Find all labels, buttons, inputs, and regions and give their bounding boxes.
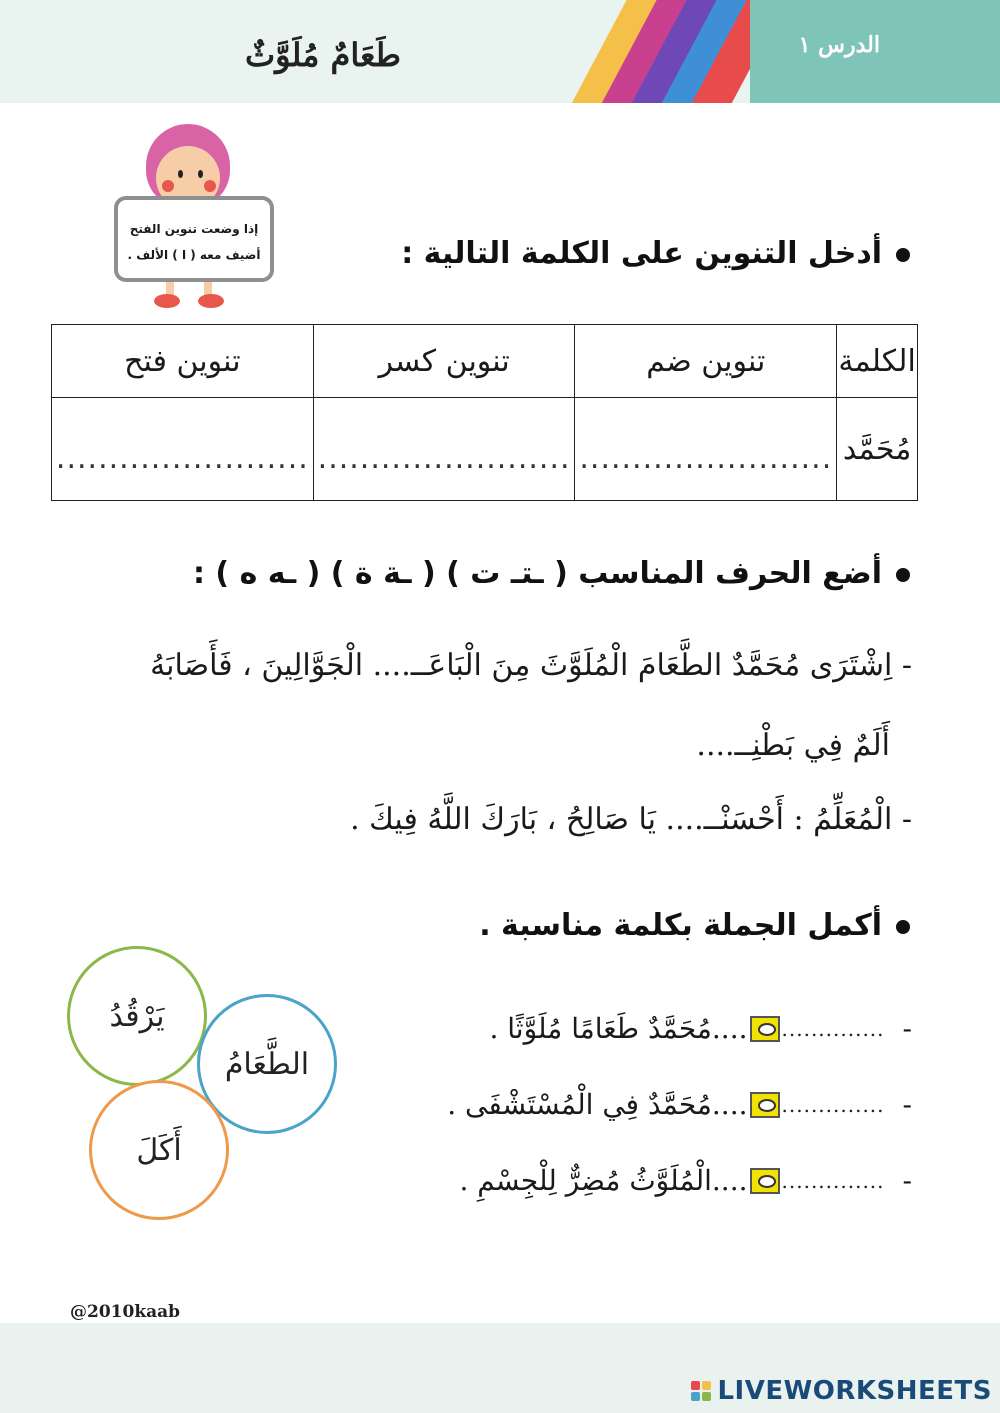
table-row (52, 398, 918, 501)
liveworksheets-logo-icon (691, 1381, 711, 1401)
girl-cheek-left (162, 180, 174, 192)
fill-text-1: ....مُحَمَّدٌ طَعَامًا مُلَوَّثًا . (489, 1012, 748, 1045)
sentence-line-3: - الْمُعَلِّمُ : أَحْسَنْــ.... يَا صَالِحُ ، بَارَكَ اللَّهُ فِيكَ . (350, 802, 912, 837)
section3-heading: أكمل الجملة بكلمة مناسبة . (479, 908, 910, 943)
answer-field-1[interactable]: .............. (781, 1016, 885, 1041)
answer-field-2[interactable]: .............. (781, 1092, 885, 1117)
bullet-icon (896, 568, 910, 582)
word-bubble-akala[interactable]: أَكَلَ (89, 1080, 229, 1220)
girl-shoe-right (198, 294, 224, 308)
answer-kasra-field[interactable]: ........................ (313, 398, 575, 501)
bullet-icon (896, 920, 910, 934)
tanween-table (51, 324, 918, 501)
fill-text-3: ....الْمُلَوَّثُ مُضِرٌّ لِلْجِسْمِ . (459, 1164, 748, 1197)
page-title: طَعَامٌ مُلَوَّثٌ (245, 36, 401, 74)
hint-line-2: أضيف معه ( ا ) الألف . (127, 248, 261, 262)
answer-field-3[interactable]: .............. (781, 1168, 885, 1193)
liveworksheets-logo[interactable] (691, 1376, 992, 1406)
brand-name: LIVEWORKSHEETS (717, 1376, 992, 1406)
hint-sign (114, 196, 274, 282)
lesson-label: الدرس ١ (798, 32, 880, 58)
fill-sentence-2: - .............. ....مُحَمَّدٌ فِي الْمُسْتَشْفَى . (447, 1088, 912, 1121)
girl-illustration (110, 118, 280, 313)
answer-fatha-field[interactable]: ........................ (52, 398, 314, 501)
table-header-row (52, 325, 918, 398)
header-kasra: تنوين كسر (313, 325, 575, 398)
bullet-icon (896, 248, 910, 262)
girl-shoe-left (154, 294, 180, 308)
section2-heading: أضع الحرف المناسب ( ـتـ ت ) ( ـة ة ) ( ـه ه ) : (193, 556, 910, 591)
girl-cheek-right (204, 180, 216, 192)
girl-eye-right (198, 170, 203, 178)
girl-eye-left (178, 170, 183, 178)
word-bubble-yarqud[interactable]: يَرْقُدُ (67, 946, 207, 1086)
header-fatha: تنوين فتح (52, 325, 314, 398)
chat-icon[interactable] (750, 1092, 780, 1118)
fill-sentence-1: - .............. ....مُحَمَّدٌ طَعَامًا مُلَوَّثًا . (489, 1012, 912, 1045)
word-bubble-altaam[interactable]: الطَّعَامُ (197, 994, 337, 1134)
hint-line-1: إذا وضعت تنوين الفتح (129, 222, 259, 236)
fill-text-2: ....مُحَمَّدٌ فِي الْمُسْتَشْفَى . (447, 1088, 748, 1121)
word-cell: مُحَمَّد (837, 398, 918, 501)
header-damma: تنوين ضم (575, 325, 837, 398)
page-header (0, 0, 1000, 103)
sentence-line-2: أَلَمٌ فِي بَطْنِــ.... (696, 728, 890, 763)
answer-damma-field[interactable]: ........................ (575, 398, 837, 501)
author-credit: @2010kaab (70, 1302, 181, 1322)
fill-sentence-3: - .............. ....الْمُلَوَّثُ مُضِرٌّ لِلْجِسْمِ . (459, 1164, 912, 1197)
sentence-line-1: - اِشْتَرَى مُحَمَّدٌ الطَّعَامَ الْمُلَوَّثَ مِنَ الْبَاعَــ.... الْجَوَّالِينَ ، فَأَصَابَهُ (150, 648, 912, 683)
chat-icon[interactable] (750, 1016, 780, 1042)
chat-icon[interactable] (750, 1168, 780, 1194)
header-word: الكلمة (837, 325, 918, 398)
section1-heading: أدخل التنوين على الكلمة التالية : (401, 236, 910, 271)
